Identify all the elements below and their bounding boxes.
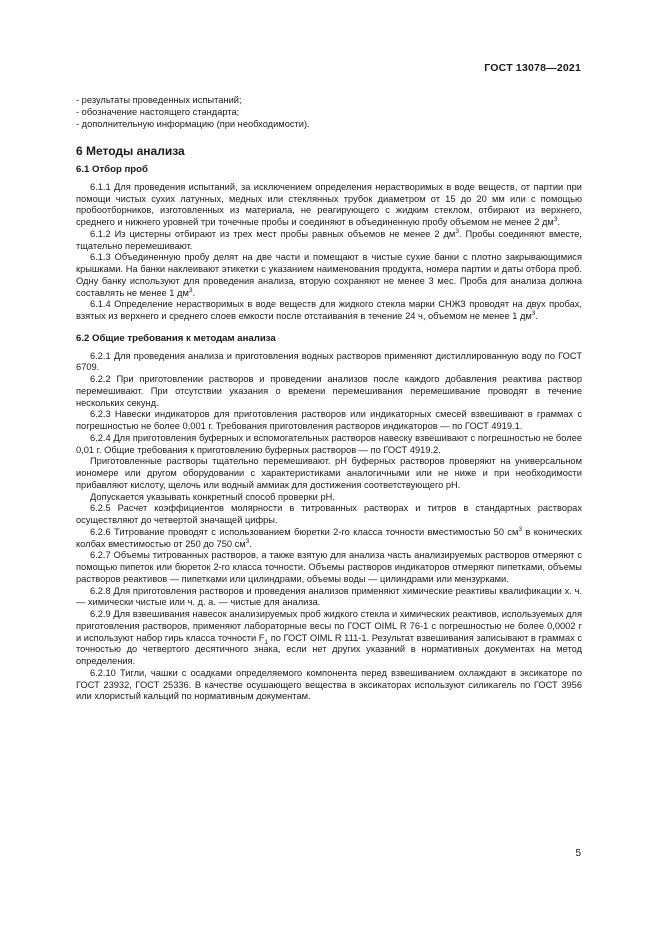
paragraph: 6.2.10 Тигли, чашки с осадками определяемого компонента перед взвешиванием охлаждают в эксикаторе по ГОСТ 23932, ГОСТ 25336. В качестве осушающего вещества в эксикаторах используют силикагель по ГОСТ 3956 или хлористый кальций по нормативным документам. bbox=[76, 667, 582, 702]
standard-header: ГОСТ 13078—2021 bbox=[484, 62, 581, 74]
paragraph: 6.1.2 Из цистерны отбирают из трех мест пробы равных объемов не менее 2 $дм^3$. Пробы соединяют вместе, тщательно перемешивают. bbox=[76, 227, 582, 251]
paragraph: 6.1.4 Определение нерастворимых в воде веществ для жидкого стекла марки СНЖЗ проводят на двух пробах, взятых из верхнего и среднего слоев емкости после отстаивания в течение 24 ч, объемом не менее 1 $дм^3$. bbox=[76, 299, 582, 321]
paragraph: 6.1.1 Для проведения испытаний, за исключением определения нерастворимых в воде веществ, от партии при помощи чистых сухих латунных, медных или стеклянных трубок диаметром от 15 до 20 мм или с помощью пробоотборников, изготовленных из материала, не реагирующего с жидким стеклом, отбирают из верхнего, среднего и нижнего уровней три точечные пробы и соединяют в объединенную пробу объемом не менее 2 $дм^3$. bbox=[76, 181, 582, 227]
paragraph: 6.2.7 Объемы титрованных растворов, а также взятую для анализа часть анализируемых растворов отмеряют с помощью пипеток или бюреток 2-го класса точности. Объемы растворов индикаторов отмеряют пипетками, объемы растворов реактивов — пипетками или цилиндрами, объемы воды — цилиндрами или мензурками. bbox=[76, 550, 582, 584]
paragraph: 6.2.4 Для приготовления буферных и вспомогательных растворов навеску взвешивают с погрешностью не более 0,01 г. Общие требования к приготовлению буферных растворов — по ГОСТ 4919.2. bbox=[76, 432, 582, 455]
paragraph: 6.2.5 Расчет коэффициентов молярности в титрованных растворах и титров в стандартных растворах осуществляют до четвертой значащей цифры. bbox=[76, 503, 582, 525]
paragraph: 6.2.2 При приготовлении растворов и проведении анализов после каждого добавления реактива раствор перемешивают. При отсутствии указания о времени перемешивания перемешивание проводят в течение нескольких секунд. bbox=[76, 374, 582, 408]
paragraph: 6.2.8 Для приготовления растворов и проведения анализов применяют химические реактивы квалификации х. ч. — химически чистые или ч. д. а. — чистые для анализа. bbox=[76, 585, 582, 608]
page-number: 5 bbox=[575, 848, 581, 859]
list-item: - результаты проведенных испытаний; bbox=[76, 95, 242, 105]
section-heading: 6 Методы анализа bbox=[76, 144, 185, 159]
paragraph: 6.2.9 Для взвешивания навесок анализируемых проб жидкого стекла и химических реактивов, используемых для приготовления растворов, применяют лабораторные весы по ГОСТ OIML R 76-1 с погрешностью не более 0,0002 г и используют набор гирь класса точности $F_1$ по ГОСТ OIML R 111-1. Результат взвешивания записывают в граммах с точностью до четвертого десятичного знака, если нет других указаний в нормативных документах на метод определения. bbox=[76, 609, 583, 666]
list-item: - дополнительную информацию (при необходимости). bbox=[76, 118, 310, 129]
paragraph: Приготовленные растворы тщательно перемешивают. pH буферных растворов проверяют на универсальном иономере или другом оборудовании с характеристиками аналогичными или не ниже и при необходимости прибавляют кислоту, щелочь или водный аммиак для достижения соответствующего pH. bbox=[76, 456, 582, 490]
document-body bbox=[76, 95, 582, 703]
subsection-heading: 6.1 Отбор проб bbox=[76, 164, 148, 175]
subsection-heading: 6.2 Общие требования к методам анализа bbox=[76, 332, 276, 344]
paragraph: Допускается указывать конкретный способ проверки pH. bbox=[90, 491, 335, 502]
paragraph: 6.1.3 Объединенную пробу делят на две части и помещают в чистые сухие банки с плотно закрывающимися крышками. На банки наклеивают этикетки с указанием наименования продукта, номера партии и даты отбора проб. Одну банку используют для проведения анализа, вторую сохраняют не менее 3 мес. Проба для анализа должна составлять не менее 1 $дм^3$. bbox=[76, 252, 582, 298]
paragraph: 6.2.6 Титрование проводят с использованием бюретки 2-го класса точности вместимостью 50 $см^3$ в конических колбах вместимостью от 250 до 750 $см^3$. bbox=[76, 525, 582, 549]
list-item: - обозначение настоящего стандарта; bbox=[76, 106, 240, 117]
paragraph: 6.2.3 Навески индикаторов для приготовления растворов или индикаторных смесей взвешивают в граммах с погрешностью не более 0,001 г. Требования приготовления растворов индикаторов — по ГОСТ 4919.1. bbox=[76, 409, 582, 431]
paragraph: 6.2.1 Для проведения анализа и приготовления водных растворов применяют дистиллированную воду по ГОСТ 6709. bbox=[76, 350, 582, 373]
